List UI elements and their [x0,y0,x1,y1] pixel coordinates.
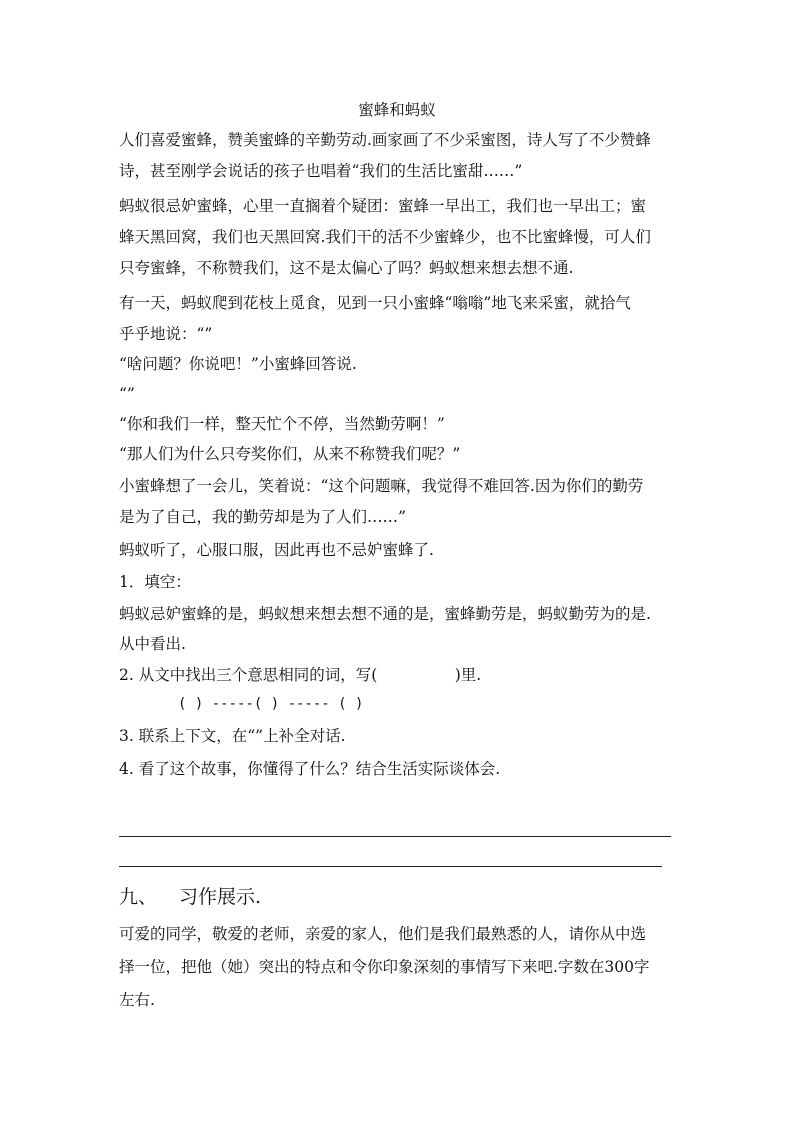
section-9-text: 可爱的同学，敬爱的老师，亲爱的家人，他们是我们最熟悉的人，请你从中选 [119,925,647,943]
story-line: 乎乎地说：“” [119,325,213,343]
section-9-heading [119,885,261,909]
section-title: 习作展示. [179,886,262,908]
story-line: 有一天，蚂蚁爬到花枝上觅食，见到一只小蜜蜂“嗡嗡”地飞来采蜜，就拾气 [119,294,631,312]
story-line: 诗，甚至刚学会说话的孩子也唱着“我们的生活比蜜甜……” [119,162,523,180]
section-number: 九、 [119,886,158,908]
story-line: “你和我们一样，整天忙个不停，当然勤劳啊！” [119,415,445,433]
section-9-text: 左右. [119,991,155,1009]
story-line: 只夸蜜蜂，不称赞我们，这不是太偏心了吗？蚂蚁想来想去想不通. [119,259,574,277]
story-line: “那人们为什么只夸奖你们，从来不称赞我们呢？” [119,445,461,463]
story-line: 蚂蚁很忌妒蜜蜂，心里一直搁着个疑团：蜜蜂一早出工，我们也一早出工；蜜 [119,197,647,215]
story-line: “” [119,385,135,403]
story-line: 人们喜爱蜜蜂，赞美蜜蜂的辛勤劳动.画家画了不少采蜜图，诗人写了不少赞蜂 [119,131,651,149]
story-line: “啥问题？你说吧！”小蜜蜂回答说. [119,355,357,373]
question-4: 4. 看了这个故事，你懂得了什么？结合生活实际谈体会. [119,760,501,778]
story-line: 蚂蚁听了，心服口服，因此再也不忌妒蜜蜂了. [119,541,434,559]
question-2: 2. 从文中找出三个意思相同的词，写( )里. [119,666,482,684]
question-1-line: 从中看出. [119,635,186,653]
story-line: 是为了自己，我的勤劳却是为了人们……” [119,508,406,526]
question-1-line: 蚂蚁忌妒蜜蜂的是，蚂蚁想来想去想不通的是，蜜蜂勤劳是，蚂蚁勤劳为的是. [119,605,651,623]
story-line: 蜂天黑回窝，我们也天黑回窝.我们干的活不少蜜蜂少，也不比蜜蜂慢，可人们 [119,228,651,246]
answer-line[interactable] [119,836,671,837]
question-2-blanks: ( ) -----( ) ----- ( ) [178,696,364,712]
story-title: 蜜蜂和蚂蚁 [358,101,436,119]
section-9-text: 择一位，把他（她）突出的特点和令你印象深刻的事情写下来吧.字数在300字 [119,958,650,976]
question-3: 3. 联系上下文，在“”上补全对话. [119,727,346,745]
answer-line[interactable] [119,866,662,867]
question-1-label: 1．填空： [119,573,191,591]
story-line: 小蜜蜂想了一会儿，笑着说：“这个问题嘛，我觉得不难回答.因为你们的勤劳 [119,477,644,495]
